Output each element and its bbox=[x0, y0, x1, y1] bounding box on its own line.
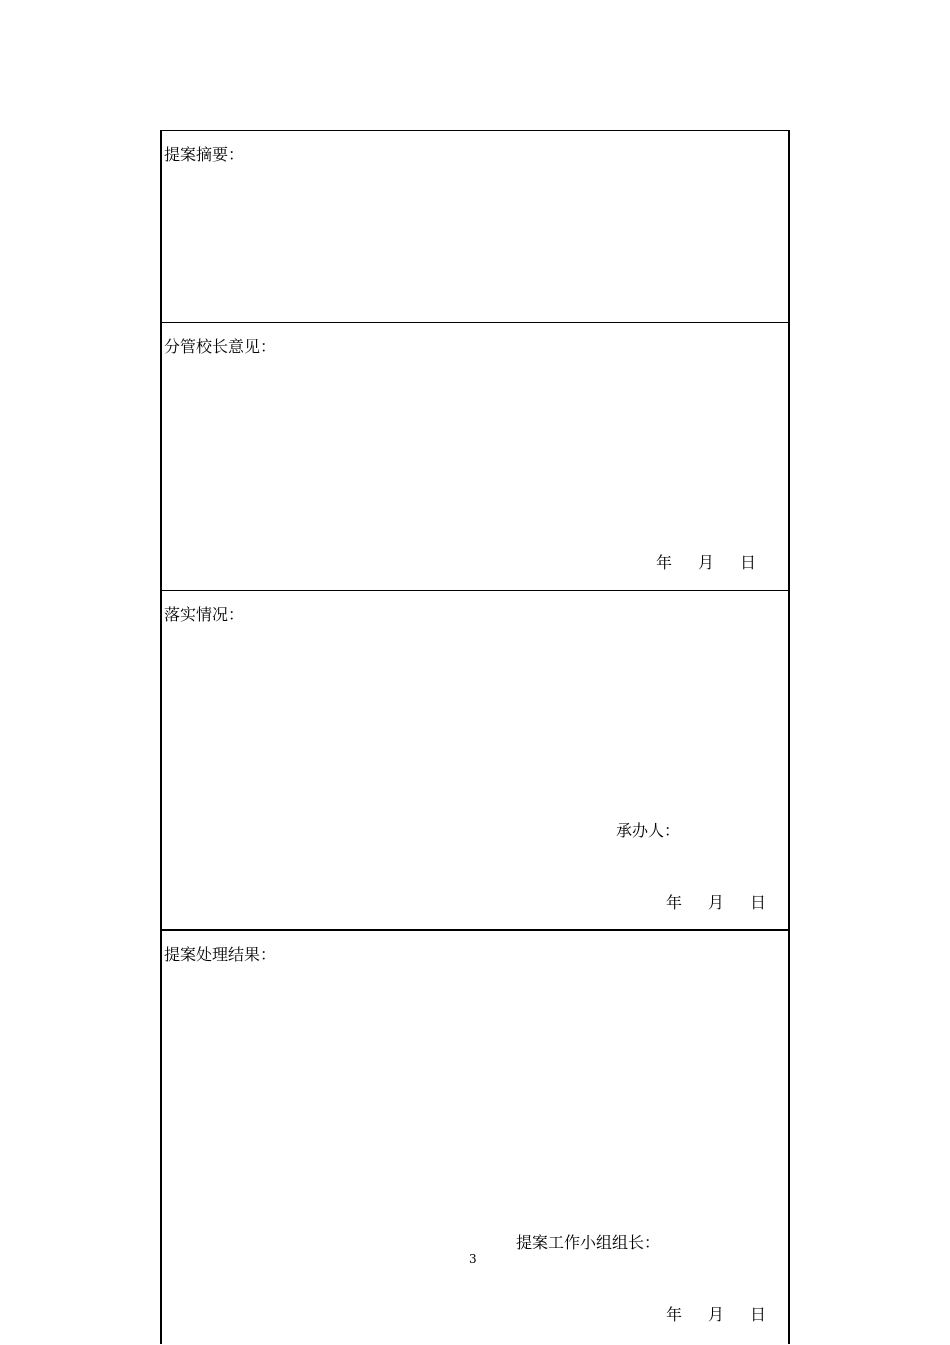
label-implementation: 落实情况： bbox=[164, 605, 245, 624]
page-number: 3 bbox=[469, 1252, 477, 1266]
proposal-form-table bbox=[160, 130, 790, 1344]
section-implementation bbox=[162, 591, 788, 931]
label-proposal-summary: 提案摘要： bbox=[164, 145, 245, 164]
date-day: 日 bbox=[750, 893, 767, 912]
date-year: 年 bbox=[666, 1305, 683, 1324]
date-day: 日 bbox=[740, 553, 757, 572]
label-vice-principal-opinion: 分管校长意见： bbox=[164, 337, 277, 356]
date-month: 月 bbox=[708, 893, 725, 912]
section-proposal-summary bbox=[162, 131, 788, 323]
date-month: 月 bbox=[698, 553, 715, 572]
date-month: 月 bbox=[708, 1305, 725, 1324]
date-year: 年 bbox=[656, 553, 673, 572]
label-proposal-result: 提案处理结果： bbox=[164, 945, 277, 964]
section-proposal-result bbox=[162, 931, 788, 1345]
date-year: 年 bbox=[666, 893, 683, 912]
implementation-signer: 承办人： bbox=[616, 821, 681, 840]
result-signer: 提案工作小组组长： bbox=[516, 1233, 661, 1252]
section-vice-principal-opinion bbox=[162, 323, 788, 591]
date-day: 日 bbox=[750, 1305, 767, 1324]
